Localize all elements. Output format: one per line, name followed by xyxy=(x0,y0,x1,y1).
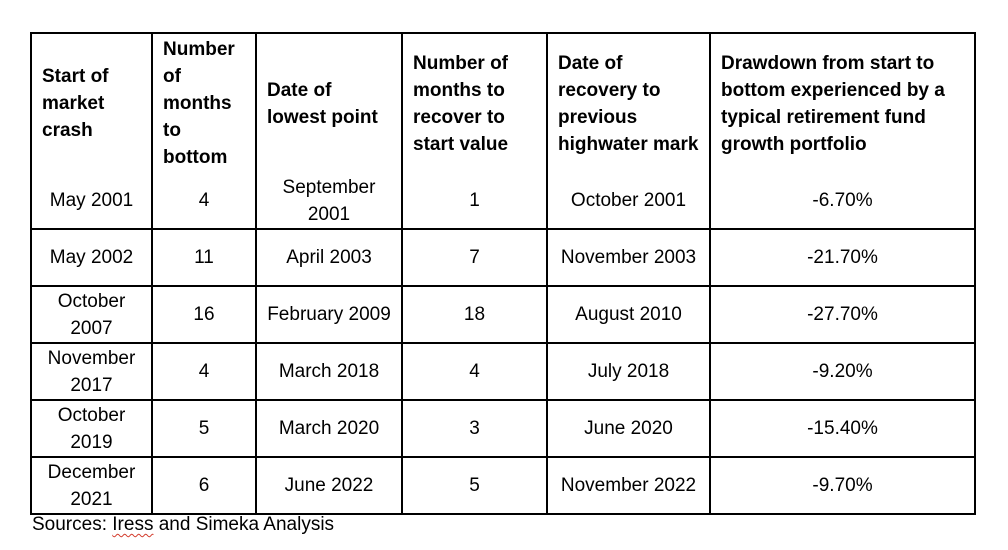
cell-drawdown: -9.20% xyxy=(710,343,975,400)
cell-date-of-recovery: November 2022 xyxy=(547,457,710,514)
cell-date-lowest-point: March 2018 xyxy=(256,343,402,400)
cell-date-of-recovery: October 2001 xyxy=(547,173,710,229)
cell-months-to-recover: 18 xyxy=(402,286,547,343)
cell-months-to-bottom: 11 xyxy=(152,229,256,286)
cell-drawdown: -9.70% xyxy=(710,457,975,514)
cell-date-of-recovery: July 2018 xyxy=(547,343,710,400)
table-row xyxy=(31,229,975,286)
header-months-to-recover: Number of months to recover to start value xyxy=(402,33,547,173)
cell-start-of-crash: May 2001 xyxy=(31,173,152,229)
header-date-of-recovery: Date of recovery to previous highwater mark xyxy=(547,33,710,173)
cell-start-of-crash: December 2021 xyxy=(31,457,152,514)
cell-months-to-recover: 4 xyxy=(402,343,547,400)
sources-caption xyxy=(32,512,334,538)
cell-months-to-recover: 3 xyxy=(402,400,547,457)
cell-start-of-crash: October 2007 xyxy=(31,286,152,343)
header-date-lowest-point: Date of lowest point xyxy=(256,33,402,173)
cell-date-of-recovery: August 2010 xyxy=(547,286,710,343)
cell-months-to-recover: 7 xyxy=(402,229,547,286)
cell-date-lowest-point: June 2022 xyxy=(256,457,402,514)
cell-start-of-crash: October 2019 xyxy=(31,400,152,457)
table-header-row xyxy=(31,33,975,173)
drawdown-table-container xyxy=(30,32,974,515)
cell-start-of-crash: May 2002 xyxy=(31,229,152,286)
header-drawdown: Drawdown from start to bottom experienced by a typical retirement fund growth portfolio xyxy=(710,33,975,173)
cell-months-to-recover: 1 xyxy=(402,173,547,229)
table-row xyxy=(31,173,975,229)
cell-months-to-bottom: 5 xyxy=(152,400,256,457)
cell-months-to-bottom: 4 xyxy=(152,173,256,229)
table-row xyxy=(31,400,975,457)
cell-date-lowest-point: April 2003 xyxy=(256,229,402,286)
cell-drawdown: -27.70% xyxy=(710,286,975,343)
table-row xyxy=(31,343,975,400)
sources-suffix: and Simeka Analysis xyxy=(153,514,335,535)
cell-drawdown: -15.40% xyxy=(710,400,975,457)
header-start-of-crash: Start of market crash xyxy=(31,33,152,173)
cell-date-lowest-point: March 2020 xyxy=(256,400,402,457)
cell-date-lowest-point: September 2001 xyxy=(256,173,402,229)
cell-drawdown: -21.70% xyxy=(710,229,975,286)
cell-months-to-bottom: 16 xyxy=(152,286,256,343)
market-crash-drawdown-table xyxy=(30,32,976,515)
cell-drawdown: -6.70% xyxy=(710,173,975,229)
cell-months-to-bottom: 6 xyxy=(152,457,256,514)
sources-name: Iress xyxy=(112,514,154,535)
cell-date-of-recovery: November 2003 xyxy=(547,229,710,286)
cell-start-of-crash: November 2017 xyxy=(31,343,152,400)
header-months-to-bottom: Number of months to bottom xyxy=(152,33,256,173)
cell-months-to-recover: 5 xyxy=(402,457,547,514)
cell-date-lowest-point: February 2009 xyxy=(256,286,402,343)
table-row xyxy=(31,457,975,514)
cell-date-of-recovery: June 2020 xyxy=(547,400,710,457)
sources-prefix: Sources: xyxy=(32,514,113,535)
cell-months-to-bottom: 4 xyxy=(152,343,256,400)
table-row xyxy=(31,286,975,343)
